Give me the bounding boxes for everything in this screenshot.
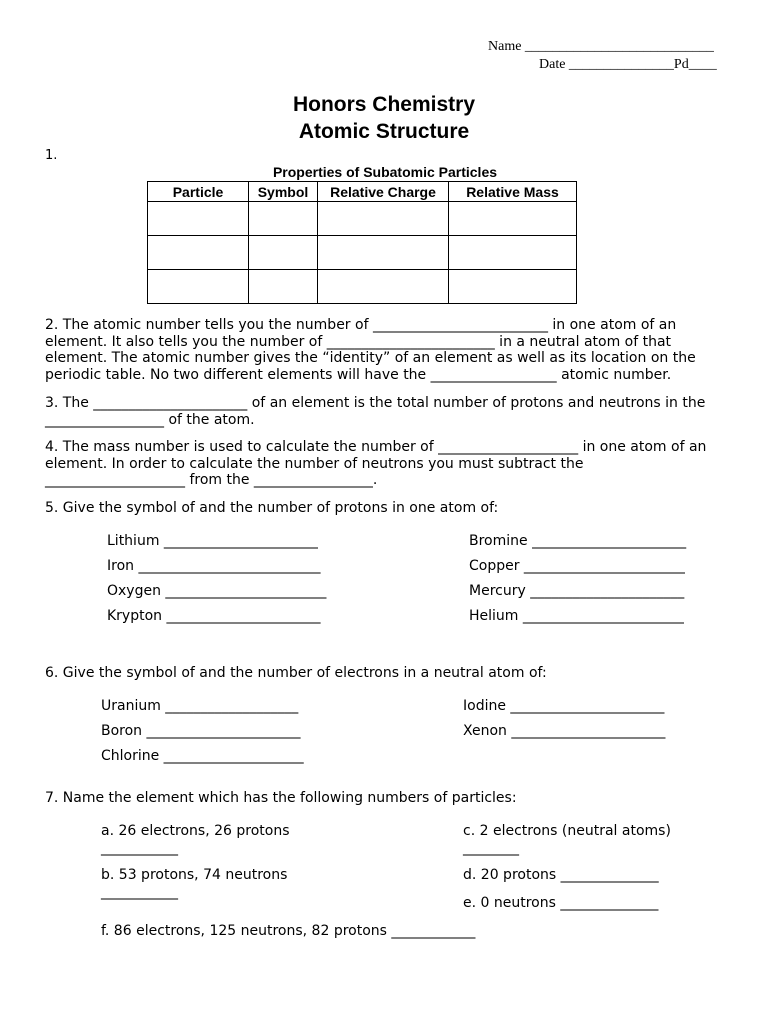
table-row (148, 270, 577, 304)
page-title: Honors Chemistry (292, 93, 476, 116)
table-title: Properties of Subatomic Particles (272, 164, 498, 180)
q5-item-oxygen[interactable]: Oxygen _______________________ (107, 583, 327, 599)
table-cell-charge[interactable] (318, 236, 449, 270)
table-cell-mass[interactable] (449, 202, 577, 236)
q6-item-uranium[interactable]: Uranium ___________________ (101, 698, 299, 714)
q7-item-b: b. 53 protons, 74 neutrons (101, 867, 288, 883)
q5-item-helium[interactable]: Helium _______________________ (469, 608, 684, 624)
q6-item-iodine[interactable]: Iodine ______________________ (463, 698, 665, 714)
table-cell-symbol[interactable] (249, 270, 318, 304)
table-row (148, 202, 577, 236)
table-cell-charge[interactable] (318, 202, 449, 236)
question-1-number: 1. (45, 148, 58, 163)
table-cell-mass[interactable] (449, 236, 577, 270)
q7-item-a: a. 26 electrons, 26 protons (101, 823, 290, 839)
q6-item-chlorine[interactable]: Chlorine ____________________ (101, 748, 304, 764)
question-6-prompt: 6. Give the symbol of and the number of electrons in a neutral atom of: (45, 665, 547, 681)
table-cell-particle[interactable] (148, 236, 249, 270)
table-row (148, 236, 577, 270)
column-header-relative-charge: Relative Charge (318, 182, 449, 202)
q5-item-mercury[interactable]: Mercury ______________________ (469, 583, 685, 599)
q6-item-xenon[interactable]: Xenon ______________________ (463, 723, 666, 739)
column-header-symbol: Symbol (249, 182, 318, 202)
name-line[interactable]: Name ___________________________ (488, 39, 714, 54)
date-period-line[interactable]: Date _______________Pd____ (539, 57, 717, 72)
q7-item-f[interactable]: f. 86 electrons, 125 neutrons, 82 protons ____________ (101, 923, 476, 939)
q7-item-c: c. 2 electrons (neutral atoms) (463, 823, 671, 839)
table-cell-particle[interactable] (148, 270, 249, 304)
q6-item-boron[interactable]: Boron ______________________ (101, 723, 301, 739)
table-cell-particle[interactable] (148, 202, 249, 236)
q7-item-a-blank[interactable]: ___________ (101, 840, 178, 856)
q7-item-b-blank[interactable]: ___________ (101, 884, 178, 900)
q5-item-lithium[interactable]: Lithium ______________________ (107, 533, 318, 549)
q5-item-iron[interactable]: Iron __________________________ (107, 558, 321, 574)
q7-item-e[interactable]: e. 0 neutrons ______________ (463, 895, 659, 911)
q5-item-bromine[interactable]: Bromine ______________________ (469, 533, 687, 549)
table-cell-symbol[interactable] (249, 236, 318, 270)
q5-item-copper[interactable]: Copper _______________________ (469, 558, 685, 574)
table-header-row (148, 182, 577, 202)
column-header-particle: Particle (148, 182, 249, 202)
q5-item-krypton[interactable]: Krypton ______________________ (107, 608, 321, 624)
question-4: 4. The mass number is used to calculate the number of ____________________ in one atom of an element. In order to calculate the number of neutrons you must subtract the ____________________ from the _________________. (45, 439, 707, 488)
table-cell-symbol[interactable] (249, 202, 318, 236)
question-2: 2. The atomic number tells you the number of _________________________ in one atom of an element. It also tells you the number of ________________________ in a neutral atom of that element. The atomic number gives the “identity” of an element as well as its location on the periodic table. No two different elements will have the __________________ atomic number. (45, 317, 696, 383)
subatomic-particles-table (147, 181, 577, 304)
q7-item-c-blank[interactable]: ________ (463, 840, 519, 856)
q7-item-d[interactable]: d. 20 protons ______________ (463, 867, 659, 883)
column-header-relative-mass: Relative Mass (449, 182, 577, 202)
table-cell-mass[interactable] (449, 270, 577, 304)
page-subtitle: Atomic Structure (298, 120, 470, 143)
table-cell-charge[interactable] (318, 270, 449, 304)
question-3: 3. The ______________________ of an element is the total number of protons and neutrons in the _________________ of the atom. (45, 395, 706, 428)
question-5-prompt: 5. Give the symbol of and the number of protons in one atom of: (45, 500, 499, 516)
question-7-prompt: 7. Name the element which has the following numbers of particles: (45, 790, 517, 806)
